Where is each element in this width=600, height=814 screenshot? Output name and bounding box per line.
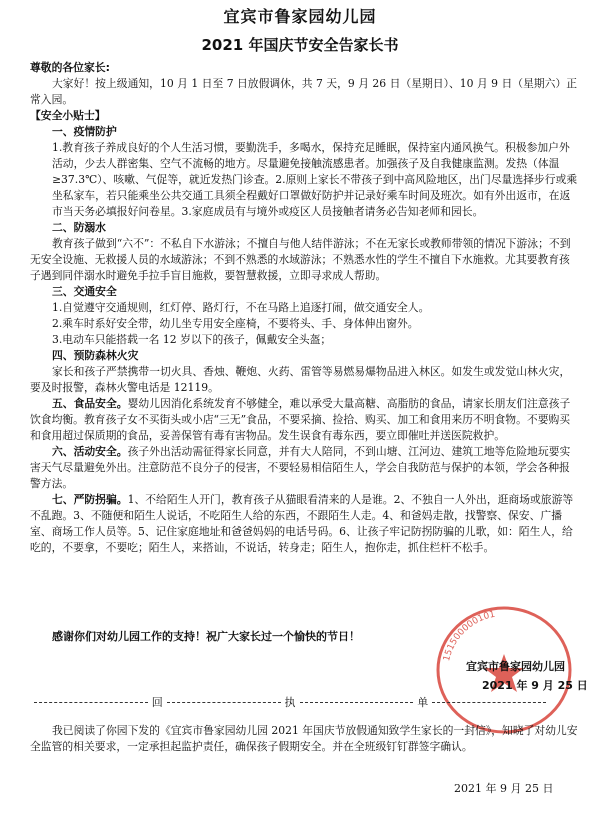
section-traffic-line2: 2.乘车时系好安全带，幼儿坐专用安全座椅，不要将头、手、身体伸出窗外。 — [52, 317, 419, 330]
section-food-title: 五、食品安全。 — [52, 397, 128, 410]
notice-body — [30, 60, 580, 556]
section-abduction-text: 1、不给陌生人开门，教育孩子从猫眼看清来的人是谁。2、不独自一人外出，逛商场或旅游等不乱跑。3、不随便和陌生人说话，不吃陌生人给的东西，不跟陌生人走。4、和爸妈走散，找警察、保安、广播室、商场工作人员等。5、记住家庭地址和爸爸妈妈的电话号码。6、让孩子牢记防拐防骗的儿歌，如：陌生人，给吃的，不要拿，不要吃；陌生人，来搭讪，不说话，转身走；陌生人，抱你走，抓住栏杆不松手。 — [30, 493, 574, 554]
divider-dash — [34, 702, 148, 703]
receipt-char-3: 单 — [417, 696, 429, 709]
section-traffic-title: 三、交通安全 — [52, 285, 117, 298]
greeting: 尊敬的各位家长: — [30, 61, 110, 74]
receipt-text: 我已阅读了你园下发的《宜宾市鲁家园幼儿园 2021 年国庆节放假通知致学生家长的一封信》，知晓了对幼儿安全监管的相关要求，一定承担起监护责任，确保孩子假期安全。并在全班级钉钉群签字确认。 — [30, 723, 578, 753]
notice-title: 2021 年国庆节安全告家长书 — [201, 36, 399, 54]
signature-date: 2021 年 9 月 25 日 — [482, 679, 588, 692]
closing-line: 感谢你们对幼儿园工作的支持！祝广大家长过一个愉快的节日！ — [52, 630, 360, 643]
receipt-date: 2021 年 9 月 25 日 — [454, 782, 554, 795]
section-activity-title: 六、活动安全。 — [52, 445, 128, 458]
section-abduction-title: 七、严防拐骗。 — [52, 493, 128, 506]
section-epidemic-title: 一、疫情防护 — [52, 125, 117, 138]
section-activity — [30, 444, 580, 492]
stamp-digits: 151500000101 — [442, 609, 497, 663]
section-activity-text: 孩子外出活动需征得家长同意，并有大人陪同，不到山塘、江河边、建筑工地等危险地玩要实害天气尽量避免外出。注意防范不良分子的侵害，不要轻易相信陌生人，学会自我防范与保护的本领，学会各种报警方法。 — [30, 445, 571, 490]
divider-dash — [432, 702, 546, 703]
section-fire-title: 四、预防森林火灾 — [52, 349, 139, 362]
section-drowning-text: 教育孩子做到“六不”：不私自下水游泳；不擅自与他人结伴游泳；不在无家长或教师带领的情况下游泳；不到无安全设施、无救援人员的水域游泳；不到不熟悉的水域游泳；不熟悉水性的学生不擅自下水施救。尤其要教育孩子遇到同伴溺水时避免手拉手盲目施救，要智慧救援，立即寻求成人帮助。 — [30, 237, 571, 282]
school-title: 宜宾市鲁家园幼儿园 — [223, 7, 377, 26]
section-fire-text: 家长和孩子严禁携带一切火具、香烛、鞭炮、火药、雷管等易燃易爆物品进入林区。如发生或发觉山林火灾，要及时报警，森林火警电话是 12119。 — [30, 365, 571, 394]
receipt-section — [30, 712, 580, 766]
receipt-char-2: 执 — [284, 696, 296, 709]
divider-dash — [300, 702, 414, 703]
section-traffic-line1: 1.自觉遵守交通规则，红灯停、路灯行，不在马路上追逐打闹，做交通安全人。 — [52, 301, 430, 314]
signature-school: 宜宾市鲁家园幼儿园 — [466, 660, 565, 673]
divider-dash — [167, 702, 281, 703]
section-epidemic-text: 1.教育孩子养成良好的个人生活习惯，要勤洗手，多喝水，保持充足睡眠，保持室内通风换气。积极参加户外活动，少去人群密集、空气不流畅的地方。尽量避免接触流感患者。加强孩子及自我健康监测。发热（体温≥37.3℃）、咳嗽、气促等，就近发热门诊查。2.原则上家长不带孩子到中高风险地区，出门尽量选择步行或乘坐私家车，若只能乘坐公共交通工具须全程戴好口罩做好防护并记录好乘车时间及班次。如有外出返市，在返市当天务必填报好问卷星。3.家庭成员有与境外或疫区人员接触者请务必告知老师和园长。 — [52, 141, 578, 218]
section-food — [30, 396, 580, 444]
receipt-divider — [30, 694, 550, 710]
receipt-char-1: 回 — [151, 696, 163, 709]
tips-header: 【安全小贴士】 — [30, 109, 106, 122]
section-abduction — [30, 492, 580, 556]
section-drowning-title: 二、防溺水 — [52, 221, 106, 234]
section-food-text: 婴幼儿因消化系统发育不够健全，难以承受大量高糖、高脂肪的食品，请家长朋友们注意孩子饮食均衡。教育孩子女不买街头或小店“三无”食品，不要采摘、捡拾、购买、加工和食用来历不明食物。不要购买和食用超过保质期的食品，妥善保管有毒有害物品。发生误食有毒东西，要立即催吐并送医院救护。 — [30, 397, 571, 442]
section-traffic-line3: 3.电动车只能搭载一名 12 岁以下的孩子，佩戴安全头盔； — [52, 333, 332, 346]
intro-paragraph: 大家好！按上级通知，10 月 1 日至 7 日放假调休，共 7 天，9 月 26 日（星期日）、10 月 9 日（星期六）正常入园。 — [30, 77, 578, 106]
